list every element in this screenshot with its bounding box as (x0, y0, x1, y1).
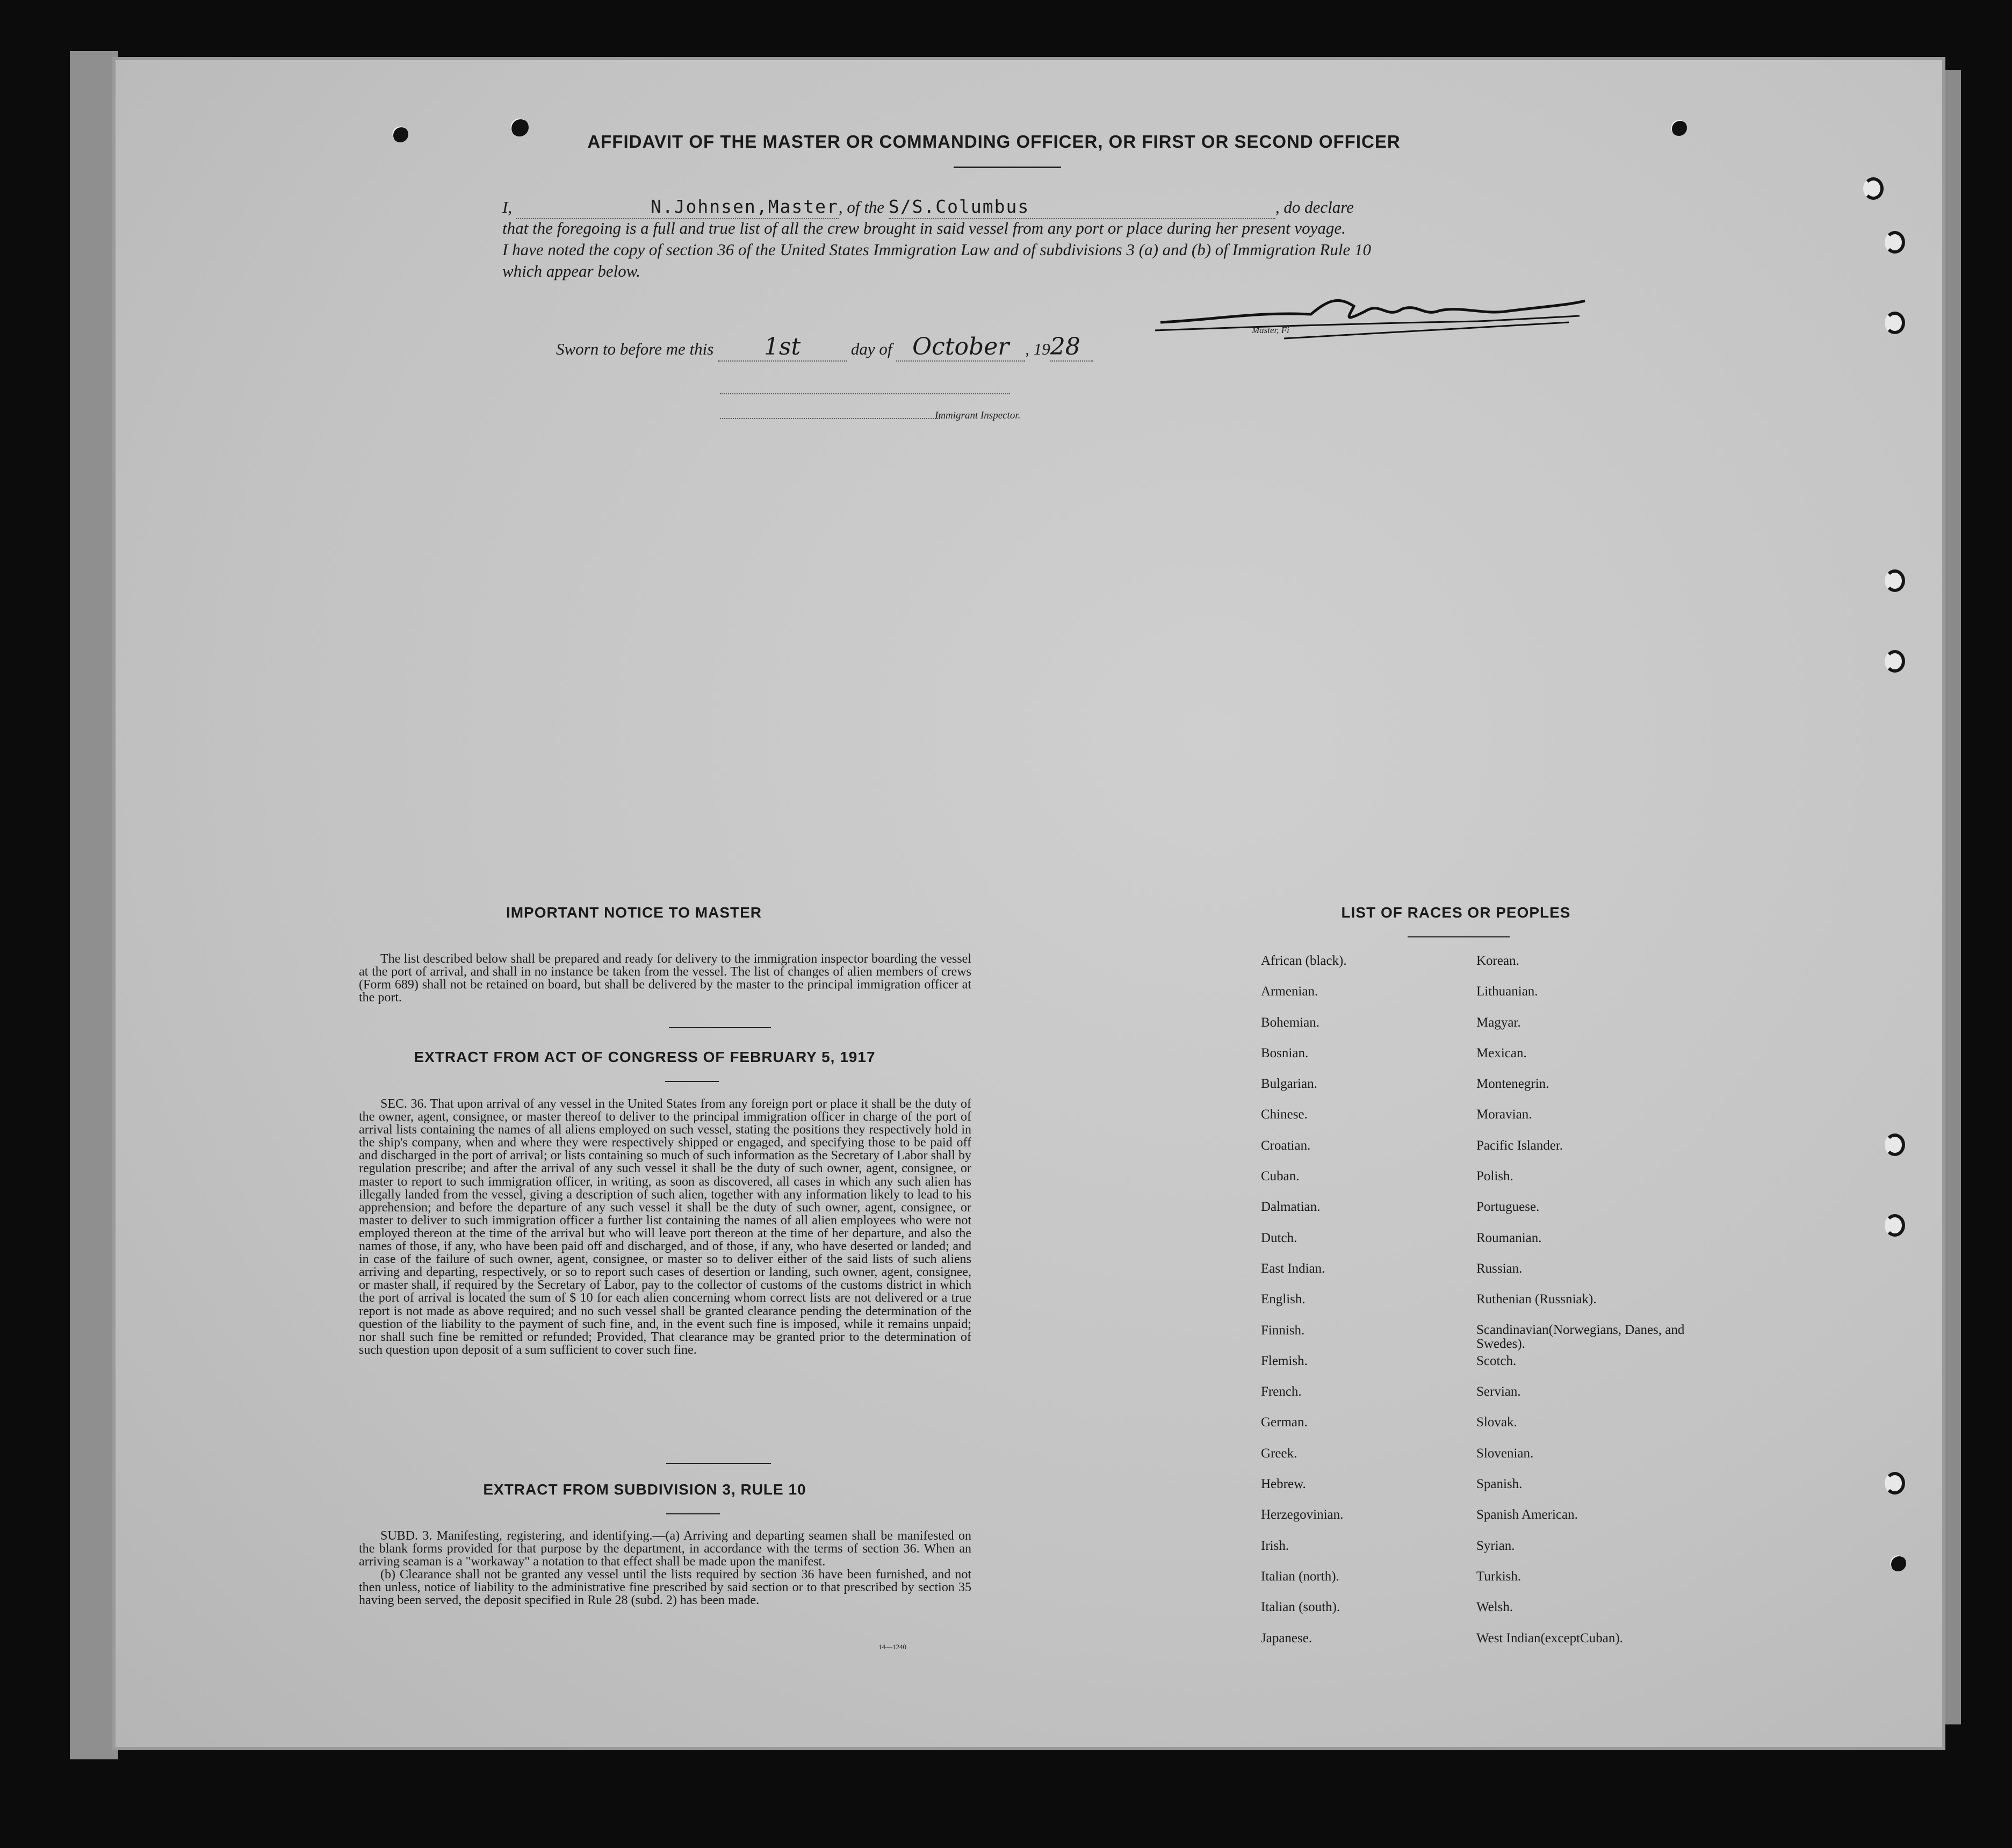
day-field (718, 333, 847, 362)
month-value: October (912, 333, 1009, 360)
race-item: Montenegrin. (1476, 1077, 1549, 1092)
race-item: Flemish. (1261, 1353, 1308, 1368)
race-item: Cuban. (1261, 1169, 1300, 1184)
races-column-2 (1476, 954, 1691, 1662)
inspector-name-line (720, 418, 940, 419)
race-item: West Indian(exceptCuban). (1476, 1630, 1623, 1645)
rule-text (359, 1529, 971, 1607)
race-item: Russian. (1476, 1261, 1523, 1276)
race-item: Korean. (1476, 954, 1519, 968)
vessel-name-value: S/S.Columbus (888, 196, 1030, 217)
binder-ring-mark (1885, 1134, 1905, 1156)
master-name-value: N.Johnsen,Master (650, 196, 839, 217)
race-item: Servian. (1476, 1384, 1521, 1399)
race-item: French. (1261, 1384, 1302, 1399)
race-item: Ruthenian (Russniak). (1476, 1292, 1597, 1307)
race-item: Polish. (1476, 1169, 1513, 1184)
binder-ring-mark (1885, 231, 1905, 254)
race-item: Dutch. (1261, 1230, 1297, 1245)
race-item: Herzegovinian. (1261, 1507, 1344, 1522)
race-item: Slovak. (1476, 1415, 1517, 1430)
rule-heading: EXTRACT FROM SUBDIVISION 3, RULE 10 (483, 1481, 806, 1498)
binder-ring-mark (1885, 650, 1905, 673)
punch-hole-mark (1890, 1555, 1906, 1571)
race-item: Finnish. (1261, 1323, 1305, 1338)
notice-paragraph: The list described below shall be prepared and ready for delivery to the immigration inspector boarding the vessel at the port of arrival, and shall in no instance be taken from the vessel. The list of changes of alien members of crews (Form 689) shall not be retained on board, but shall be delivered by the master to the principal immigration officer at the port. (359, 952, 971, 1005)
title-rule (954, 167, 1061, 168)
race-item: Pacific Islander. (1476, 1138, 1563, 1153)
act-paragraph: SEC. 36. That upon arrival of any vessel in the United States from any foreign port or place it shall be the duty of the owner, agent, consignee, or master thereof to deliver to the principal immigration officer in charge of the port of arrival lists containing the names of all aliens employed on such vessel, stating the positions they respectively hold in the ship's company, when and where they were respectively shipped or engaged, and specifying those to be paid off and discharged in the port of arrival; or lists containing so much of such information as the Secretary of Labor shall by regulation prescribe; and after the arrival of any such vessel it shall be the duty of such owner, agent, consignee, or master to report to such immigration officer, in writing, as soon as discovered, all cases in which any such alien has illegally landed from the vessel, giving a description of such alien, together with any information likely to lead to his apprehension; and before the departure of any such vessel it shall be the duty of such owner, agent, consignee, or master to deliver to such immigration officer a further list containing the names of all alien employees who were not employed thereon at the time of the arrival but who will leave port thereon at the time of her departure, and also the names of those, if any, who have been paid off and discharged, and of those, if any, who have deserted or landed; and in case of the failure of such owner, agent, consignee, or master so to deliver either of the said lists of such aliens arriving and departing, respectively, or so to report such cases of desertion or landing, such owner, agent, consignee, or master shall, if required by the Secretary of Labor, pay to the collector of customs of the customs district in which the port of arrival is located the sum of $ 10 for each alien concerning whom correct lists are not delivered or a true report is not made as above required; and no such vessel shall be granted clearance pending the determination of the question of the liability to the payment of such fine, and, in the event such fine is imposed, while it remains unpaid; nor shall such fine be remitted or refunded; Provided, That clearance may be granted prior to the determination of such question upon deposit of a sum sufficient to cover such fine. (359, 1097, 971, 1357)
binder-ring-mark (1863, 177, 1884, 200)
page-edge-left (70, 51, 118, 1759)
race-item: Spanish. (1476, 1477, 1523, 1492)
binder-ring-mark (1885, 1472, 1905, 1495)
race-item: Scotch. (1476, 1353, 1517, 1368)
race-item: Italian (north). (1261, 1569, 1339, 1584)
punch-hole-mark (392, 126, 408, 142)
races-rule (1408, 936, 1510, 937)
binder-ring-mark (1885, 569, 1905, 592)
year-prefix: , 19 (1025, 340, 1050, 358)
race-item: Scandinavian(Norwegians, Danes, and Swedes). (1476, 1322, 1685, 1351)
race-item: Portuguese. (1476, 1200, 1540, 1215)
declaration-line-4: which appear below. (502, 262, 640, 280)
declaration-line-2: that the foregoing is a full and true list of all the crew brought in said vessel from any port or place during her present voyage. (502, 219, 1346, 237)
race-item: English. (1261, 1292, 1306, 1307)
notice-heading: IMPORTANT NOTICE TO MASTER (506, 904, 762, 921)
year-value: 28 (1050, 333, 1080, 360)
race-item: Bohemian. (1261, 1015, 1320, 1030)
binder-ring-mark (1885, 312, 1905, 334)
section-rule (665, 1081, 719, 1082)
day-label: day of (850, 340, 892, 358)
race-item: Mexican. (1476, 1045, 1527, 1060)
month-field (896, 333, 1025, 362)
master-signature (1150, 290, 1590, 344)
section-rule (666, 1513, 720, 1514)
race-item: Slovenian. (1476, 1446, 1534, 1461)
sworn-line (556, 333, 1093, 362)
race-item: Bosnian. (1261, 1045, 1309, 1060)
race-item: Dalmatian. (1261, 1200, 1321, 1215)
vessel-name-field (889, 196, 1275, 219)
race-item: Hebrew. (1261, 1477, 1306, 1492)
race-item: Magyar. (1476, 1015, 1521, 1030)
signature-label: Master, Fi (1252, 325, 1289, 335)
inspector-label: Immigrant Inspector. (935, 410, 1021, 421)
notice-text (359, 952, 971, 1004)
declaration-of-the: , of the (838, 198, 885, 216)
punch-hole-mark (1671, 120, 1687, 136)
binder-ring-mark (1885, 1214, 1905, 1237)
race-item: African (black). (1261, 954, 1347, 968)
inspector-signature-line (720, 393, 1010, 394)
race-item: German. (1261, 1415, 1308, 1430)
races-heading: LIST OF RACES OR PEOPLES (1341, 904, 1571, 921)
act-text (359, 1098, 971, 1356)
race-item: Bulgarian. (1261, 1077, 1317, 1092)
master-name-field (516, 196, 839, 219)
race-item: East Indian. (1261, 1261, 1325, 1276)
race-item: Japanese. (1261, 1630, 1313, 1645)
day-value: 1st (763, 333, 801, 360)
race-item: Chinese. (1261, 1107, 1308, 1122)
race-item: Welsh. (1476, 1600, 1513, 1615)
race-item: Greek. (1261, 1446, 1297, 1461)
declaration-block (502, 196, 1515, 282)
act-heading: EXTRACT FROM ACT OF CONGRESS OF FEBRUARY 5, 1917 (414, 1049, 876, 1065)
section-rule (669, 1027, 771, 1028)
rule-paragraph-b: (b) Clearance shall not be granted any vessel until the lists required by section 36 have been furnished, and not then unless, notice of liability to the administrative fine prescribed by said section or to that prescribed by section 35 having been served, the deposit specified in Rule 28 (subd. 2) has been made. (359, 1568, 971, 1608)
race-item: Croatian. (1261, 1138, 1311, 1153)
race-item: Turkish. (1476, 1569, 1521, 1584)
race-item: Roumanian. (1476, 1230, 1542, 1245)
sworn-prefix: Sworn to before me this (556, 340, 714, 358)
affidavit-title: AFFIDAVIT OF THE MASTER OR COMMANDING OFFICER, OR FIRST OR SECOND OFFICER (587, 132, 1401, 151)
race-item: Italian (south). (1261, 1600, 1340, 1615)
punch-hole-mark (510, 118, 529, 136)
races-column-1 (1261, 954, 1347, 1662)
race-item: Irish. (1261, 1538, 1289, 1553)
declaration-line-3: I have noted the copy of section 36 of the United States Immigration Law and of subdivisions 3 (a) and (b) of Immigration Rule 10 (502, 240, 1371, 259)
race-item: Armenian. (1261, 984, 1318, 999)
declaration-suffix: , do declare (1275, 198, 1354, 216)
year-field (1050, 333, 1093, 362)
declaration-prefix: I, (502, 198, 513, 216)
form-number: 14—1240 (878, 1643, 906, 1651)
race-item: Moravian. (1476, 1107, 1532, 1122)
rule-paragraph-a: SUBD. 3. Manifesting, registering, and identifying.—(a) Arriving and departing seamen shall be manifested on the blank forms provided for that purpose by the department, in accordance with the terms of section 36. When an arriving seaman is a "workaway" a notation to that effect shall be made upon the manifest. (359, 1529, 971, 1569)
declaration-line-1 (502, 196, 1515, 218)
section-rule (666, 1463, 771, 1464)
race-item: Spanish American. (1476, 1507, 1578, 1522)
race-item: Syrian. (1476, 1538, 1515, 1553)
race-item: Lithuanian. (1476, 984, 1538, 999)
page-edge-right (1939, 70, 1961, 1724)
